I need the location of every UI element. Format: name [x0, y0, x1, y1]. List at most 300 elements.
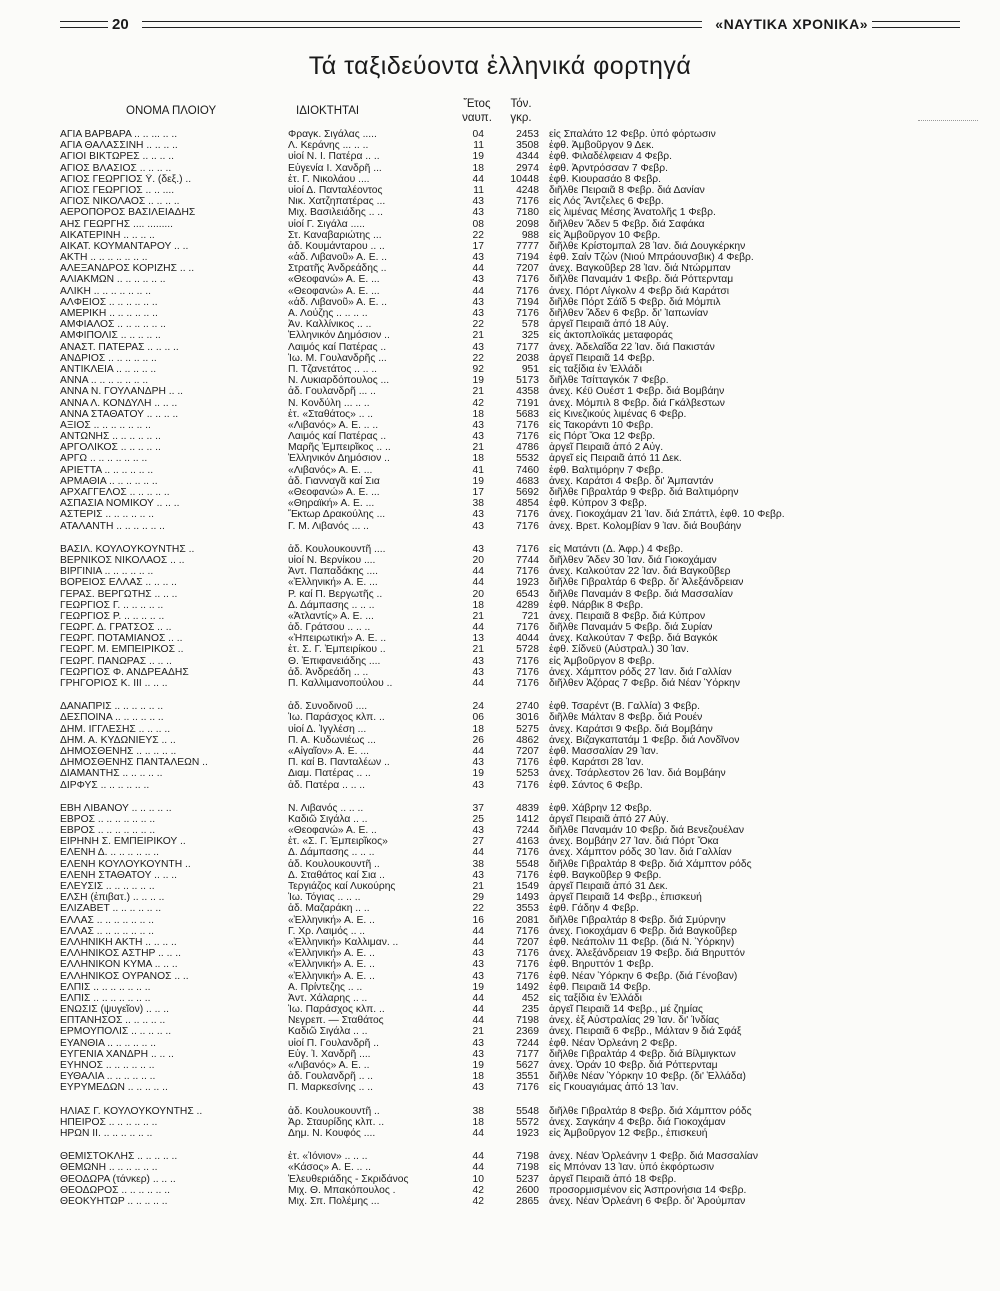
voyage-status: ἐφθ. Κύπρον 3 Φεβρ.: [549, 498, 647, 510]
build-year: 21: [472, 386, 484, 398]
table-row: [60, 555, 900, 566]
table-row: [60, 982, 900, 993]
table-row: [60, 442, 900, 453]
gross-tons: 578: [521, 319, 539, 331]
table-row: [60, 453, 900, 464]
voyage-status: εἰς Τακοράντι 10 Φεβρ.: [549, 419, 654, 431]
gross-tons: 2600: [516, 1184, 539, 1196]
voyage-status: διῆλθε Παναμάν 8 Φεβρ. διά Μασσαλίαν: [549, 588, 733, 600]
ship-group: [60, 1106, 900, 1140]
owner-name: «Κάσος» Α. Ε. .. ..: [288, 1162, 371, 1174]
ship-name: ΓΕΩΡΓ. ΠΑΝΩΡΑΣ .. .. ..: [60, 655, 172, 667]
owner-name: Ρ. καί Π. Βεργωτῆς ..: [288, 588, 383, 600]
owner-name: Μιχ. Σπ. Πολέμης ...: [288, 1195, 380, 1207]
build-year: 21: [472, 881, 484, 892]
gross-tons: 7177: [516, 1048, 539, 1060]
build-year: 17: [472, 487, 484, 498]
ship-name: ΒΑΣΙΛ. ΚΟΥΛΟΥΚΟΥΝΤΗΣ ..: [60, 543, 195, 555]
voyage-status: εἰς Ἀμβοῦργον 10 Φεβρ.: [549, 229, 661, 241]
owner-name: Νικ. Χατζηπατέρας ...: [288, 196, 386, 208]
ship-name: ΓΡΗΓΟΡΙΟΣ Κ. ΙΙΙ .. .. ..: [60, 678, 168, 689]
table-row: [60, 252, 900, 263]
build-year: 44: [472, 1004, 484, 1016]
build-year: 42: [472, 1184, 484, 1196]
ship-name: ΕΛΛΗΝΙΚΗ ΑΚΤΗ .. .. .. ..: [60, 936, 177, 948]
build-year: 43: [472, 948, 484, 960]
build-year: 44: [472, 173, 484, 185]
table-row: [60, 701, 900, 712]
build-year: 11: [473, 140, 484, 152]
voyage-status: διῆλθε Μάλταν 8 Φεβρ. διά Ρουέν: [549, 712, 703, 724]
owner-name: ἀδ. Μαζαράκη .. ..: [288, 903, 370, 915]
table-row: [60, 521, 900, 532]
owner-name: «Ἠπειρωτική» Α. Ε. ..: [288, 633, 387, 645]
voyage-status: εἰς Σπαλάτο 12 Φεβρ. ὑπό φόρτωσιν: [549, 129, 716, 140]
owner-name: Τεργιάζος καί Λυκούρης: [288, 881, 396, 892]
voyage-status: ἐφθ. Ἀμβοῦργον 9 Δεκ.: [549, 140, 655, 152]
ship-group: [60, 1151, 900, 1207]
build-year: 43: [472, 509, 484, 521]
ship-name: ΑΛΙΚΗ .. .. .. .. .. .. ..: [60, 285, 151, 297]
voyage-status: διῆλθε Τσίτταγκόκ 7 Φεβρ.: [549, 375, 669, 387]
owner-name: «Ἑλληνική» Καλλιμαν. ..: [288, 936, 399, 948]
ship-name: ΑΓΙΑ ΘΑΛΑΣΣΙΝΗ .. .. .. ..: [60, 140, 178, 152]
gross-tons: 7176: [516, 509, 539, 521]
build-year: 27: [472, 836, 484, 848]
table-row: [60, 431, 900, 442]
voyage-status: ἀνεχ. Ἀλεξάνδρειαν 19 Φεβρ. διά Βηρυττόν: [549, 948, 745, 960]
ship-name: ΔΙΑΜΑΝΤΗΣ .. .. .. .. ..: [60, 768, 163, 780]
build-year: 21: [472, 330, 484, 342]
table-row: [60, 163, 900, 174]
build-year: 43: [472, 779, 484, 791]
owner-name: Π. Τζανετάτος .. .. ..: [288, 363, 378, 375]
owner-name: υἱοί Δ. Ἰγγλέση ...: [288, 723, 367, 735]
gross-tons: 4839: [516, 802, 539, 814]
ship-name: ΕΙΡΗΝΗ Σ. ΕΜΠΕΙΡΙΚΟΥ ..: [60, 836, 186, 848]
owner-name: «Λιβανός» Α. Ε. .. ..: [288, 419, 379, 431]
table-row: [60, 847, 900, 858]
voyage-status: ἀργεῖ Πειραιᾶ ἀπό 18 Αὐγ.: [549, 319, 669, 331]
owner-name: ἀδ. Κουλουκουντῆ ..: [288, 1105, 380, 1117]
ship-name: ΑΛΙΑΚΜΩΝ .. .. .. .. .. ..: [60, 274, 166, 286]
voyage-status: εἰς Ἀμβοῦργον 12 Φεβρ., ἐπισκευή: [549, 1127, 708, 1139]
ship-name: ΑΓΙΟΣ ΝΙΚΟΛΑΟΣ .. .. .. ..: [60, 196, 180, 208]
owner-name: ἀδ. Γουλανδρῆ ... ..: [288, 386, 376, 398]
voyage-status: εἰς Λός Ἄντζελες 6 Φεβρ.: [549, 196, 664, 208]
table-row: [60, 656, 900, 667]
owner-name: Π. καί Β. Πανταλέων ..: [288, 757, 390, 769]
gross-tons: 7176: [516, 678, 539, 689]
build-year: 18: [472, 599, 484, 611]
table-row: [60, 420, 900, 431]
build-year: 20: [472, 554, 484, 566]
table-row: [60, 1151, 900, 1162]
gross-tons: 1923: [516, 1127, 539, 1139]
voyage-status: διῆλθε Νέαν Ὑόρκην 10 Φεβρ. (δι' Ἑλλάδα): [549, 1071, 746, 1083]
table-row: [60, 151, 900, 162]
owner-name: ἐτ. Γ. Νικολάου ....: [288, 173, 370, 185]
gross-tons: 7176: [516, 970, 539, 982]
voyage-status: εἰς Κινεζικούς λιμένας 6 Φεβρ.: [549, 408, 687, 420]
table-row: [60, 509, 900, 520]
header-rule-left: [60, 21, 108, 28]
build-year: 22: [472, 352, 484, 364]
build-year: 10: [472, 1173, 484, 1185]
table-row: [60, 622, 900, 633]
owner-name: Ἀν. Καλλίνικος .. ..: [288, 319, 372, 331]
voyage-status: διῆλθε Παναμάν 5 Φεβρ. διά Συρίαν: [549, 622, 713, 634]
table-row: [60, 926, 900, 937]
gross-tons: 4163: [516, 836, 539, 848]
ship-name: ΑΓΙΟΣ ΓΕΩΡΓΙΟΣ .. .. ....: [60, 184, 175, 196]
build-year: 43: [472, 341, 484, 353]
page-title: Τά ταξιδεύοντα ἑλληνικά φορτηγά: [308, 52, 692, 80]
table-row: [60, 667, 900, 678]
ship-name: ΑΣΠΑΣΙΑ ΝΟΜΙΚΟΥ .. .. ..: [60, 498, 180, 510]
table-row: [60, 375, 900, 386]
gross-tons: 2453: [516, 129, 539, 140]
table-row: [60, 993, 900, 1004]
ship-name: ΑΓΙΑ ΒΑΡΒΑΡΑ .. .. ... .. ..: [60, 129, 178, 140]
voyage-status: ἐφθ. Κιουρασάο 8 Φεβρ.: [549, 173, 661, 185]
ship-name: ΑΝΝΑ ΣΤΑΘΑΤΟΥ .. .. .. ..: [60, 408, 179, 420]
voyage-status: διῆλθεν Ἄδεν 30 Ἰαν. διά Γιοκοχάμαν: [549, 554, 717, 566]
voyage-status: ἀνεχ. ἐξ Αὐστραλίας 29 Ἰαν. δι' Ἰνδίας: [549, 1015, 720, 1027]
build-year: 21: [472, 644, 484, 656]
gross-tons: 452: [521, 992, 539, 1004]
voyage-status: ἀνεχ. Χάμπτον ρόδς 27 Ἰαν. διά Γαλλίαν: [549, 666, 732, 678]
gross-tons: 2038: [516, 352, 539, 364]
owner-name: Μιχ. Θ. Μπακόπουλος .: [288, 1184, 396, 1196]
owner-name: Π. Καλλιμανοπούλου ..: [288, 678, 393, 689]
gross-tons: 7191: [516, 397, 539, 409]
owner-name: Ἕκτωρ Δρακούλης ...: [288, 509, 386, 521]
voyage-status: ἀργεῖ εἰς Πειραιᾶ ἀπό 11 Δεκ.: [549, 453, 682, 465]
ship-name: ΑΤΑΛΑΝΤΗ .. .. .. .. .. ..: [60, 520, 165, 532]
voyage-status: ἐφθ. Γάδην 4 Φεβρ.: [549, 903, 639, 915]
table-row: [60, 465, 900, 476]
owner-name: Φραγκ. Σιγάλας .....: [288, 129, 377, 140]
table-row: [60, 1082, 900, 1093]
voyage-status: ἐφθ. Νέαν Ὀρλεάνη 2 Φεβρ.: [549, 1037, 678, 1049]
build-year: 43: [472, 419, 484, 431]
table-row: [60, 476, 900, 487]
table-row: [60, 746, 900, 757]
ship-name: ΔΗΜΟΣΘΕΝΗΣ .. .. .. .. ..: [60, 745, 177, 757]
build-year: 44: [472, 566, 484, 578]
gross-tons: 1492: [516, 981, 539, 993]
voyage-status: ἀνεχ. Καράτσι 9 Φεβρ. διά Βομβάην: [549, 723, 713, 735]
gross-tons: 325: [521, 330, 539, 342]
build-year: 18: [472, 723, 484, 735]
gross-tons: 3016: [516, 712, 539, 724]
voyage-status: ἐφθ. Φιλαδέλφειαν 4 Φεβρ.: [549, 151, 672, 163]
voyage-status: προσορμισμένον εἰς Ἀσπρονήσια 14 Φεβρ.: [549, 1184, 747, 1196]
ship-name: ΑΓΙΟΣ ΓΕΩΡΓΙΟΣ Ϋ. (δεξ.) ..: [60, 173, 192, 185]
table-row: [60, 342, 900, 353]
voyage-status: διῆλθε Γιβραλτάρ 4 Φεβρ. διά Βίλμιγκτων: [549, 1048, 736, 1060]
voyage-status: εἰς ἀκτοπλοϊκάς μεταφοράς: [549, 330, 673, 342]
ship-name: ΘΕΜΩΝΗ .. .. .. .. .. ..: [60, 1162, 158, 1174]
column-header-tons-line2: γκρ.: [510, 112, 532, 124]
owner-name: «Ἑλληνική» Α. Ε. ..: [288, 948, 375, 960]
table-row: [60, 633, 900, 644]
voyage-status: ἀνεχ. Καλκούταν 22 Ἰαν. διά Βαγκοῦβερ: [549, 566, 731, 578]
gross-tons: 4344: [516, 151, 539, 163]
voyage-status: διῆλθεν Ἄδεν 6 Φεβρ. δι' Ἰαπωνίαν: [549, 308, 709, 319]
ship-name: ΔΕΣΠΟΙΝΑ .. .. .. .. .. ..: [60, 712, 164, 724]
table-row: [60, 1060, 900, 1071]
ship-name: ΑΙΚΑΤ. ΚΟΥΜΑΝΤΑΡΟΥ .. ..: [60, 240, 189, 252]
owner-name: Ἰω. Μ. Γουλανδρῆς ...: [288, 352, 387, 364]
ship-name: ΑΗΣ ΓΕΩΡΓΗΣ .... .........: [60, 218, 174, 230]
build-year: 18: [472, 162, 484, 174]
owner-name: ἀδ. Κουλουκουντῆ ....: [288, 543, 386, 555]
build-year: 18: [472, 408, 484, 420]
owner-name: Ἰω. Παράσχος κλπ. ..: [288, 1004, 385, 1016]
ship-name: ΕΥΑΝΘΙΑ .. .. .. .. .. ..: [60, 1037, 156, 1049]
ship-name: ΑΜΕΡΙΚΗ .. .. .. .. .. ..: [60, 308, 158, 319]
page-number: 20: [112, 16, 129, 33]
build-year: 21: [472, 1026, 484, 1038]
build-year: 19: [472, 1060, 484, 1071]
table-row: [60, 881, 900, 892]
build-year: 19: [472, 375, 484, 387]
ships-table: [60, 129, 900, 1219]
owner-name: ἀδ. Γουλανδρῆ .. ..: [288, 1071, 374, 1083]
build-year: 43: [472, 196, 484, 208]
ship-name: ΑΛΦΕΙΟΣ .. .. .. .. .. ..: [60, 296, 158, 308]
owner-name: υἱοί Γ. Σιγάλα .....: [288, 218, 365, 230]
table-row: [60, 319, 900, 330]
table-row: [60, 1015, 900, 1026]
build-year: 44: [472, 1162, 484, 1174]
table-row: [60, 915, 900, 926]
ship-name: ΒΟΡΕΙΟΣ ΕΛΛΑΣ .. .. .. ..: [60, 577, 177, 589]
owner-name: Π. Α. Κυδωνιέως ...: [288, 734, 376, 746]
owner-name: Λαιμός καί Πατέρας ..: [288, 431, 387, 443]
owner-name: «Λιβανός» Α. Ε. ..: [288, 1060, 370, 1071]
build-year: 38: [472, 498, 484, 510]
table-row: [60, 735, 900, 746]
gross-tons: 7177: [516, 341, 539, 353]
build-year: 43: [472, 296, 484, 308]
table-row: [60, 566, 900, 577]
ship-name: ΓΕΡΑΣ. ΒΕΡΓΩΤΗΣ .. .. ..: [60, 588, 178, 600]
build-year: 38: [472, 858, 484, 870]
ship-name: ΑΝΝΑ Ν. ΓΟΥΛΑΝΔΡΗ .. ..: [60, 386, 184, 398]
table-row: [60, 757, 900, 768]
ship-name: ΑΡΙΕΤΤΑ .. .. .. .. .. ..: [60, 464, 154, 476]
owner-name: Μιχ. Βασιλειάδης .. ..: [288, 207, 384, 219]
gross-tons: 5532: [516, 453, 539, 465]
ship-name: ΕΝΩΣΙΣ (ψυγεῖον) .. .. ..: [60, 1004, 169, 1016]
owner-name: Καδιῶ Σιγάλα .. ..: [288, 1026, 368, 1038]
build-year: 44: [472, 263, 484, 275]
header-rule-right: [872, 21, 960, 28]
gross-tons: 7176: [516, 622, 539, 634]
magazine-name: «ΝΑΥΤΙΚΑ ΧΡΟΝΙΚΑ»: [715, 16, 868, 32]
owner-name: Δ. Δάμπασης .. .. ..: [288, 599, 375, 611]
voyage-status: ἀνεχ. Σαγκάην 4 Φεβρ. διά Γιοκοχάμαν: [549, 1116, 726, 1128]
gross-tons: 3551: [516, 1071, 539, 1083]
gross-tons: 7176: [516, 655, 539, 667]
build-year: 19: [472, 475, 484, 487]
gross-tons: 1549: [516, 881, 539, 892]
owner-name: Στ. Καναβαριώτης ...: [288, 229, 382, 241]
ship-group: [60, 544, 900, 689]
voyage-status: διῆλθεν Ἄδεν 5 Φεβρ. διά Σαφάκα: [549, 218, 705, 230]
gross-tons: 988: [521, 229, 539, 241]
gross-tons: 7194: [516, 252, 539, 264]
table-row: [60, 600, 900, 611]
owner-name: Λ. Κεράνης ... .. ..: [288, 140, 369, 152]
voyage-status: ἀνεχ. Πειραιᾶ 8 Φεβρ. διά Κύπρον: [549, 610, 706, 622]
owner-name: ἀδ. Πατέρα .. .. ..: [288, 779, 366, 791]
table-row: [60, 1026, 900, 1037]
build-year: 43: [472, 970, 484, 982]
voyage-status: ἐφθ. Καράτσι 28 Ἰαν.: [549, 757, 644, 769]
owner-name: «Λιβανός» Α. Ε. ...: [288, 464, 373, 476]
voyage-status: διῆλθε Κρίστομπαλ 28 Ἰαν. διά Δουγκέρκην: [549, 240, 746, 252]
voyage-status: διῆλθεν Ἀζόρας 7 Φεβρ. διά Νέαν Ὑόρκην: [549, 678, 740, 689]
build-year: 18: [472, 453, 484, 465]
voyage-status: ἀργεῖ Πειραιᾶ 14 Φεβρ., μέ ζημίας: [549, 1004, 704, 1016]
ship-name: ΓΕΩΡΓ. Μ. ΕΜΠΕΙΡΙΚΟΣ ..: [60, 644, 184, 656]
gross-tons: 2740: [516, 701, 539, 713]
table-row: [60, 724, 900, 735]
build-year: 44: [472, 622, 484, 634]
gross-tons: 235: [521, 1004, 539, 1016]
ship-name: ΕΥΘΑΛΙΑ .. .. .. .. .. ..: [60, 1071, 156, 1083]
owner-name: Ἀρ. Σταυρίδης κλπ. ..: [288, 1116, 385, 1128]
gross-tons: 951: [521, 363, 539, 375]
ship-name: ΑΝΤΙΚΛΕΙΑ .. .. .. .. ..: [60, 363, 157, 375]
gross-tons: 7176: [516, 543, 539, 555]
column-header-year-line1: Ἔτος: [463, 98, 491, 110]
voyage-status: ἐφθ. Μασσαλίαν 29 Ἰαν.: [549, 745, 659, 757]
owner-name: ἐτ. «Σ. Γ. Ἐμπειρῖκος»: [288, 836, 388, 848]
owner-name: «Ἑλληνική» Α. Ε. ..: [288, 959, 375, 971]
owner-name: Α. Λούζης .. .. .. ..: [288, 308, 368, 319]
voyage-status: διῆλθε Πόρτ Σάϊδ 5 Φεβρ. διά Μόμπιλ: [549, 296, 721, 308]
build-year: 24: [472, 701, 484, 713]
voyage-status: ἐφθ. Ἀρντρόσσαν 7 Φεβρ.: [549, 162, 668, 174]
gross-tons: 5275: [516, 723, 539, 735]
column-header-tons-line1: Τόν.: [510, 98, 532, 110]
owner-name: Ἀντ. Παπαδάκης ....: [288, 566, 378, 578]
build-year: 11: [473, 184, 484, 196]
ship-name: ΑΞΙΟΣ .. .. .. .. .. .. ..: [60, 419, 151, 431]
ship-name: ΕΛΛΑΣ .. .. .. .. .. .. ..: [60, 914, 154, 926]
table-row: [60, 330, 900, 341]
gross-tons: 5237: [516, 1173, 539, 1185]
owner-name: Ἰω. Τόγιας .. .. ..: [288, 892, 361, 904]
ship-name: ΑΡΓΩ .. .. .. .. .. .. ..: [60, 453, 148, 465]
gross-tons: 4862: [516, 734, 539, 746]
build-year: 20: [472, 588, 484, 600]
table-row: [60, 1185, 900, 1196]
owner-name: Ν. Λυκιαρδόπουλος ...: [288, 375, 390, 387]
build-year: 43: [472, 1037, 484, 1049]
ship-name: ΑΕΡΟΠΟΡΟΣ ΒΑΣΙΛΕΙΑΔΗΣ: [60, 207, 196, 219]
ship-name: ΕΡΜΟΥΠΟΛΙΣ .. .. .. .. ..: [60, 1026, 172, 1038]
column-header-year-line2: ναυπ.: [462, 112, 492, 124]
table-row: [60, 1128, 900, 1139]
table-row: [60, 1174, 900, 1185]
ship-name: ΔΑΝΑΠΡΙΣ .. .. .. .. .. ..: [60, 701, 164, 713]
owner-name: Ἀντ. Χάλαρης .. ..: [288, 992, 368, 1004]
gross-tons: 7176: [516, 959, 539, 971]
gross-tons: 5173: [516, 375, 539, 387]
owner-name: Ἰω. Παράσχος κλπ. ..: [288, 712, 385, 724]
gross-tons: 7244: [516, 825, 539, 837]
build-year: 22: [472, 229, 484, 241]
owner-name: «Θεοφανώ» Α. Ε. ..: [288, 825, 377, 837]
ship-name: ΘΕΟΚΥΗΤΩΡ .. .. .. .. ..: [60, 1195, 168, 1207]
table-row: [60, 678, 900, 689]
gross-tons: 7176: [516, 285, 539, 297]
build-year: 43: [472, 757, 484, 769]
voyage-status: ἀνεχ. Πειραιᾶ 6 Φεβρ., Μάλταν 9 διά Σφάξ: [549, 1026, 742, 1038]
owner-name: ἐτ. «Σταθάτος» .. ..: [288, 408, 374, 420]
gross-tons: 4358: [516, 386, 539, 398]
owner-name: Καδιῶ Σιγάλα .. ..: [288, 813, 368, 825]
table-row: [60, 544, 900, 555]
gross-tons: 3508: [516, 140, 539, 152]
table-row: [60, 589, 900, 600]
voyage-status: εἰς ταξίδια ἐν Ἑλλάδι: [549, 363, 642, 375]
ship-name: ΕΒΡΟΣ .. .. .. .. .. .. ..: [60, 825, 156, 837]
ship-name: ΔΗΜ. ΙΓΓΛΕΣΗΣ .. .. .. ..: [60, 723, 171, 735]
ship-name: ΕΒΡΟΣ .. .. .. .. .. .. ..: [60, 813, 156, 825]
ship-name: ΘΕΟΔΩΡΑ (τάνκερ) .. .. ..: [60, 1173, 176, 1185]
gross-tons: 5572: [516, 1116, 539, 1128]
gross-tons: 7180: [516, 207, 539, 219]
table-row: [60, 230, 900, 241]
owner-name: «Ἀτλαντίς» Α. Ε. ...: [288, 610, 374, 622]
table-row: [60, 1038, 900, 1049]
gross-tons: 5692: [516, 487, 539, 498]
owner-name: Ν. Λιβανός .. .. ..: [288, 802, 364, 814]
table-row: [60, 1162, 900, 1173]
voyage-status: εἰς λιμένας Μέσης Ἀνατολῆς 1 Φεβρ.: [549, 207, 716, 219]
build-year: 21: [472, 442, 484, 454]
voyage-status: ἐφθ. Βαλτιμόρην 7 Φεβρ.: [549, 464, 664, 476]
owner-name: ἀδ. Ἀνδρεάδη .. ..: [288, 666, 369, 678]
owner-name: υἱοί Π. Γουλανδρῆ ..: [288, 1037, 379, 1049]
page-header: [60, 16, 960, 36]
owner-name: «Ἑλληνική» Α. Ε. ...: [288, 577, 378, 589]
voyage-status: διῆλθε Γιβραλτάρ 6 Φεβρ. δι' Ἀλεξάνδρειαν: [549, 577, 744, 589]
ship-name: ΑΜΦΙΑΛΟΣ .. .. .. .. .. ..: [60, 319, 166, 331]
voyage-status: ἐφθ. Νέαν Ὑόρκην 6 Φεβρ. (διά Γένοβαν): [549, 970, 738, 982]
owner-name: υἱοί Ν. Βερνίκου ....: [288, 554, 376, 566]
table-row: [60, 1106, 900, 1117]
build-year: 43: [472, 959, 484, 971]
build-year: 44: [472, 745, 484, 757]
owner-name: Γ. Μ. Λιβανός ... ..: [288, 520, 369, 532]
ship-name: ΑΡΧΑΓΓΕΛΟΣ .. .. .. .. ..: [60, 487, 170, 498]
build-year: 43: [472, 207, 484, 219]
build-year: 43: [472, 869, 484, 881]
voyage-status: ἐφθ. Βηρυττόν 1 Φεβρ.: [549, 959, 654, 971]
ship-name: ΓΕΩΡΓΙΟΣ Φ. ΑΝΔΡΕΑΔΗΣ: [60, 666, 189, 678]
ship-name: ΑΚΤΗ .. .. .. .. .. .. ..: [60, 252, 148, 264]
gross-tons: 2098: [516, 218, 539, 230]
voyage-status: ἀνεχ. Βομβάην 27 Ἰαν. διά Πόρτ Ὄκα: [549, 836, 719, 848]
